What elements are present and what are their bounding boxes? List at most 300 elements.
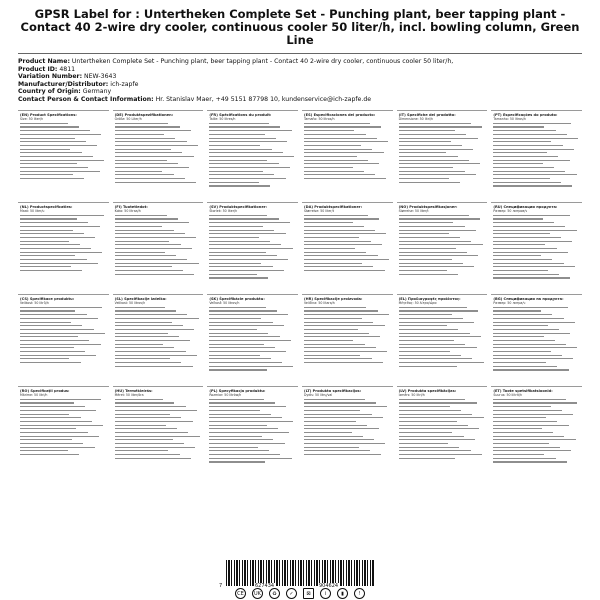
text-line	[115, 171, 163, 172]
text-line	[304, 447, 359, 448]
text-line	[493, 237, 561, 238]
text-line	[493, 329, 559, 330]
text-line	[209, 340, 290, 341]
text-line	[399, 318, 463, 319]
text-line	[20, 322, 71, 323]
text-line	[493, 362, 546, 363]
language-block-heading: (ES) Especificaciones del producto:	[303, 112, 376, 117]
language-block-size: Velikost: 50 litrů/h	[20, 300, 49, 305]
text-line	[493, 461, 567, 462]
text-line	[20, 218, 77, 219]
text-line	[304, 134, 366, 135]
language-block-text	[115, 399, 202, 459]
language-block-text	[493, 123, 580, 187]
text-line	[493, 443, 548, 444]
text-line	[399, 329, 459, 330]
text-line	[115, 126, 180, 127]
text-line	[115, 266, 172, 267]
text-line	[209, 252, 265, 253]
text-line	[304, 156, 357, 157]
text-line	[304, 347, 376, 348]
text-line	[20, 432, 88, 433]
text-line	[115, 259, 188, 260]
text-line	[20, 351, 85, 352]
text-line	[20, 447, 95, 448]
text-line	[493, 255, 541, 256]
text-line	[304, 141, 388, 142]
text-line	[209, 355, 259, 356]
text-line	[209, 178, 285, 179]
text-line	[304, 266, 373, 267]
text-line	[115, 417, 182, 418]
text-line	[115, 447, 196, 448]
text-line	[20, 160, 104, 161]
language-block-size: Størrelse: 50 liter/t	[303, 208, 334, 213]
text-line	[399, 178, 449, 179]
language-block-text	[493, 307, 580, 371]
text-line	[399, 333, 470, 334]
text-line	[493, 259, 552, 260]
text-line	[115, 182, 196, 183]
language-block-size: Dimensione: 50 litri/h	[398, 116, 434, 121]
language-block-text	[20, 123, 107, 179]
divider	[18, 53, 582, 54]
text-line	[20, 134, 101, 135]
text-line	[115, 318, 199, 319]
language-block-size: Größe: 50 Liter/h	[114, 116, 142, 121]
text-line	[304, 362, 383, 363]
language-block	[18, 110, 109, 202]
text-line	[304, 263, 362, 264]
language-block-heading: (RO) Specificații produs:	[20, 388, 70, 393]
language-block	[113, 202, 204, 294]
text-line	[399, 417, 484, 418]
language-block	[207, 386, 298, 478]
text-line	[304, 145, 361, 146]
text-line	[115, 310, 177, 311]
text-line	[493, 171, 565, 172]
language-block-text	[115, 123, 202, 183]
text-line	[115, 241, 170, 242]
text-line	[20, 325, 82, 326]
text-line	[115, 333, 168, 334]
text-line	[399, 355, 461, 356]
text-line	[209, 344, 264, 345]
text-line	[399, 362, 484, 363]
text-line	[20, 333, 105, 334]
text-line	[493, 351, 550, 352]
text-line	[209, 126, 280, 127]
text-line	[399, 263, 463, 264]
text-line	[209, 277, 268, 278]
language-block-text	[20, 307, 107, 363]
text-line	[493, 130, 555, 131]
text-line	[399, 432, 453, 433]
text-line	[493, 336, 543, 337]
language-block-text	[20, 215, 107, 271]
language-block-text	[493, 399, 580, 463]
language-block-heading: (EN) Product Specifications:	[20, 112, 77, 117]
text-line	[209, 366, 293, 367]
ce-mark-icon: CE	[235, 588, 246, 599]
text-line	[399, 402, 477, 403]
text-line	[399, 358, 473, 359]
text-line	[399, 255, 479, 256]
text-line	[493, 263, 563, 264]
text-line	[115, 145, 198, 146]
text-line	[493, 134, 567, 135]
text-line	[20, 156, 93, 157]
text-line	[304, 174, 375, 175]
language-block-heading: (DA) Produktspecifikationer:	[303, 204, 363, 209]
language-block-heading: (NO) Produktspesifikasjoner:	[398, 204, 458, 209]
text-line	[304, 344, 365, 345]
language-block-size: Taille: 50 litres/h	[209, 116, 236, 121]
language-block-text	[209, 307, 296, 371]
language-block-heading: (PT) Especificações do produto:	[493, 112, 558, 117]
language-block-size: Размер: 50 литра/ч	[493, 300, 526, 305]
text-line	[399, 218, 480, 219]
text-line	[209, 156, 294, 157]
text-line	[304, 138, 377, 139]
text-line	[493, 399, 566, 400]
text-line	[304, 399, 365, 400]
text-line	[493, 439, 575, 440]
text-line	[20, 428, 76, 429]
text-line	[20, 410, 96, 411]
text-line	[115, 432, 189, 433]
language-block-size: Μέγεθος: 50 λίτρα/ώρα	[398, 300, 437, 305]
text-line	[20, 138, 75, 139]
text-line	[20, 167, 88, 168]
text-line	[399, 156, 458, 157]
text-line	[304, 436, 363, 437]
text-line	[304, 218, 379, 219]
language-block	[491, 110, 582, 202]
text-line	[304, 402, 376, 403]
language-block-size: Izmērs: 50 litri/h	[398, 392, 425, 397]
text-line	[209, 399, 264, 400]
text-line	[399, 167, 454, 168]
text-line	[20, 230, 73, 231]
text-line	[493, 277, 570, 278]
text-line	[209, 421, 293, 422]
text-line	[115, 152, 183, 153]
text-line	[209, 167, 290, 168]
text-line	[209, 336, 279, 337]
text-line	[20, 178, 84, 179]
text-line	[209, 230, 274, 231]
text-line	[493, 182, 561, 183]
text-line	[399, 141, 451, 142]
barcode	[226, 560, 374, 586]
text-line	[304, 443, 385, 444]
text-line	[209, 439, 273, 440]
text-line	[304, 241, 371, 242]
language-block-size: Koko: 50 litraa/h	[114, 208, 141, 213]
text-line	[493, 432, 553, 433]
text-line	[399, 340, 454, 341]
text-line	[115, 149, 171, 150]
language-block-heading: (PL) Specyfikacja produktu:	[209, 388, 266, 393]
text-line	[304, 333, 369, 334]
page-title: GPSR Label for : Untertheken Complete Set - Punching plant, beer tapping plant - Contact 40 2-wire dry cooler, continuous cooler 50 liter/h, incl. bowling column, Green Line	[20, 7, 580, 47]
text-line	[493, 454, 544, 455]
text-line	[399, 126, 482, 127]
text-line	[115, 439, 173, 440]
text-line	[493, 322, 574, 323]
product-info	[18, 58, 582, 104]
text-line	[209, 314, 288, 315]
text-line	[399, 160, 469, 161]
text-line	[20, 171, 100, 172]
text-line	[399, 233, 449, 234]
text-line	[20, 252, 102, 253]
text-line	[209, 123, 269, 124]
text-line	[304, 406, 387, 407]
text-line	[209, 233, 285, 234]
text-line	[115, 123, 169, 124]
text-line	[399, 410, 461, 411]
text-line	[209, 222, 290, 223]
text-line	[304, 454, 381, 455]
text-line	[20, 414, 69, 415]
text-line	[399, 425, 468, 426]
language-block	[113, 386, 204, 478]
text-line	[209, 347, 275, 348]
text-line	[493, 226, 565, 227]
text-line	[493, 314, 552, 315]
language-block	[302, 202, 393, 294]
language-block	[302, 386, 393, 478]
text-line	[493, 347, 577, 348]
language-block-text	[493, 215, 580, 279]
text-line	[304, 351, 387, 352]
barcode-digits-right: 904624	[319, 583, 339, 589]
language-block-heading: (HU) Termékleírás:	[114, 388, 153, 393]
text-line	[399, 439, 475, 440]
text-line	[115, 347, 175, 348]
language-block-size: Suurus: 50 liitrit/h	[493, 392, 522, 397]
text-line	[493, 458, 555, 459]
text-line	[493, 406, 550, 407]
text-line	[304, 248, 355, 249]
text-line	[399, 222, 454, 223]
text-line	[493, 270, 548, 271]
text-line	[399, 266, 474, 267]
language-block-size: Velikost: 50 litrov/h	[114, 300, 146, 305]
text-line	[304, 325, 385, 326]
text-line	[115, 336, 179, 337]
text-line	[399, 274, 459, 275]
language-block-size: Maat: 50 liter/u	[20, 208, 45, 213]
language-block-heading: (RU) Спецификации продукта:	[493, 204, 558, 209]
text-line	[209, 149, 271, 150]
text-line	[493, 167, 554, 168]
text-line	[209, 406, 286, 407]
text-line	[209, 414, 271, 415]
text-line	[115, 325, 183, 326]
text-line	[20, 270, 82, 271]
text-line	[493, 369, 568, 370]
text-line	[304, 255, 378, 256]
text-line	[209, 185, 270, 186]
text-line	[304, 329, 358, 330]
text-line	[493, 152, 547, 153]
text-line	[493, 222, 554, 223]
text-line	[493, 163, 542, 164]
text-line	[20, 149, 70, 150]
text-line	[493, 450, 571, 451]
text-line	[399, 123, 471, 124]
language-block	[113, 110, 204, 202]
text-line	[304, 233, 386, 234]
text-line	[304, 414, 372, 415]
text-line	[209, 182, 258, 183]
text-line	[209, 425, 266, 426]
text-line	[209, 325, 284, 326]
text-line	[115, 167, 190, 168]
text-line	[304, 450, 370, 451]
language-block-text	[209, 123, 296, 187]
text-line	[20, 421, 92, 422]
text-line	[115, 425, 166, 426]
language-block-size: Storlek: 50 liter/h	[209, 208, 238, 213]
text-line	[20, 340, 89, 341]
language-block	[207, 202, 298, 294]
text-line	[20, 314, 87, 315]
text-line	[399, 436, 464, 437]
text-line	[20, 244, 80, 245]
text-line	[20, 425, 103, 426]
text-line	[304, 307, 366, 308]
text-line	[20, 123, 68, 124]
text-line	[20, 163, 77, 164]
text-line	[209, 152, 283, 153]
text-line	[399, 454, 482, 455]
weee-bin-icon: ⊠	[303, 588, 314, 599]
text-line	[304, 270, 385, 271]
language-block-heading: (ET) Toote spetsifikatsioonid:	[493, 388, 553, 393]
text-line	[20, 417, 81, 418]
text-line	[20, 454, 79, 455]
info-manufacturer: Manufacturer/Distributor: ich-zapfe	[18, 80, 139, 88]
text-line	[399, 314, 452, 315]
info-product-name: Product Name: Untertheken Complete Set - Punching plant, beer tapping plant - Contact 40 2-wire dry cooler, continuous cooler 50 liter/h,	[18, 58, 454, 65]
text-line	[20, 310, 75, 311]
text-line	[115, 263, 199, 264]
text-line	[493, 252, 568, 253]
text-line	[20, 406, 85, 407]
text-line	[399, 307, 467, 308]
text-line	[399, 414, 473, 415]
text-line	[20, 347, 74, 348]
language-block-text	[115, 307, 202, 367]
text-line	[399, 447, 460, 448]
text-line	[304, 259, 389, 260]
language-block-text	[209, 215, 296, 279]
text-line	[20, 344, 101, 345]
text-line	[209, 270, 284, 271]
text-line	[20, 263, 98, 264]
text-line	[209, 226, 263, 227]
text-line	[304, 160, 368, 161]
warning-icon: !	[354, 588, 365, 599]
text-line	[209, 263, 261, 264]
language-grid	[18, 110, 582, 478]
text-line	[493, 310, 541, 311]
text-line	[493, 145, 562, 146]
language-block	[302, 110, 393, 202]
text-line	[399, 241, 472, 242]
text-line	[304, 167, 353, 168]
text-line	[209, 333, 268, 334]
text-line	[399, 450, 471, 451]
text-line	[304, 318, 362, 319]
text-line	[304, 244, 382, 245]
language-block	[491, 202, 582, 294]
text-line	[20, 358, 69, 359]
text-line	[209, 174, 274, 175]
ukca-mark-icon: UK	[252, 588, 263, 599]
text-line	[493, 318, 563, 319]
text-line	[399, 322, 474, 323]
text-line	[209, 436, 262, 437]
language-block-heading: (FI) Tuotetiedot:	[114, 204, 148, 209]
text-line	[493, 218, 542, 219]
text-line	[304, 410, 360, 411]
text-line	[209, 458, 291, 459]
text-line	[399, 399, 466, 400]
text-line	[209, 266, 272, 267]
text-line	[115, 237, 196, 238]
text-line	[209, 134, 264, 135]
language-block-text	[399, 307, 486, 367]
text-line	[304, 428, 379, 429]
text-line	[493, 333, 570, 334]
text-line	[20, 241, 69, 242]
text-line	[115, 366, 193, 367]
text-line	[209, 410, 259, 411]
text-line	[304, 178, 386, 179]
text-line	[115, 163, 178, 164]
text-line	[115, 410, 197, 411]
text-line	[209, 141, 287, 142]
text-line	[304, 171, 364, 172]
text-line	[115, 274, 195, 275]
text-line	[20, 237, 95, 238]
text-line	[20, 329, 94, 330]
text-line	[304, 215, 368, 216]
text-line	[399, 163, 480, 164]
text-line	[493, 366, 557, 367]
text-line	[209, 218, 278, 219]
text-line	[493, 149, 574, 150]
text-line	[209, 447, 258, 448]
text-line	[20, 152, 82, 153]
text-line	[493, 421, 557, 422]
text-line	[20, 436, 99, 437]
language-block-heading: (SV) Produktspecifikationer:	[209, 204, 267, 209]
text-line	[209, 241, 270, 242]
text-line	[493, 402, 577, 403]
text-line	[304, 358, 372, 359]
text-line	[20, 215, 104, 216]
text-line	[399, 237, 461, 238]
text-line	[399, 130, 455, 131]
language-block-heading: (SL) Specifikacije izdelka:	[114, 296, 167, 301]
text-line	[209, 428, 277, 429]
